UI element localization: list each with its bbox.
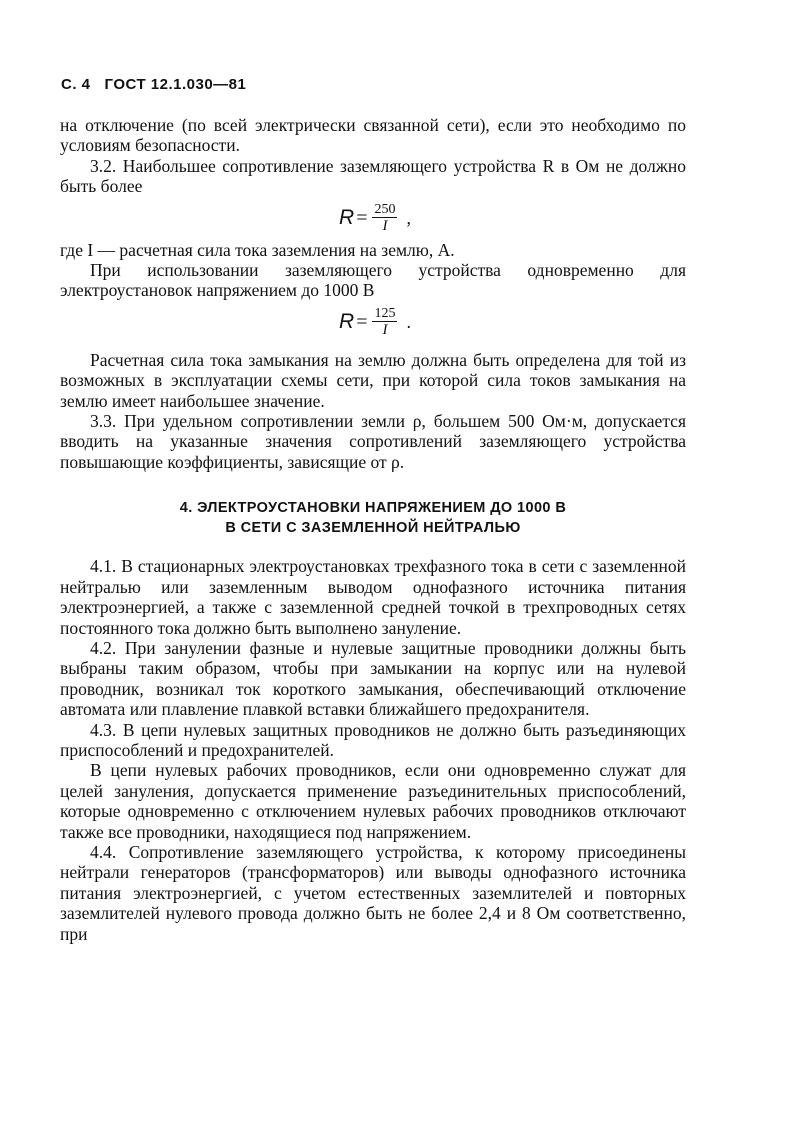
formula-r-125 bbox=[60, 301, 686, 344]
formula-r-250 bbox=[60, 197, 686, 240]
standard-designation: ГОСТ 12.1.030—81 bbox=[104, 76, 247, 93]
formula-equals: = bbox=[356, 206, 368, 229]
formula-numerator: 250 bbox=[374, 202, 396, 218]
section-title-line: В СЕТИ С ЗАЗЕМЛЕННОЙ НЕЙТРАЛЬЮ bbox=[225, 520, 521, 537]
document-body bbox=[60, 115, 686, 944]
paragraph-continuation: на отключение (по всей электрически связанной сети), если это необходимо по условиям безопасности. bbox=[60, 115, 686, 156]
formula-lhs: R bbox=[339, 310, 355, 334]
paragraph-combined-use: При использовании заземляющего устройства одновременно для электроустановок напряжением до 1000 В bbox=[60, 260, 686, 301]
formula-punctuation: . bbox=[406, 312, 411, 333]
formula-numerator: 125 bbox=[374, 306, 396, 322]
paragraph-3-3: 3.3. При удельном сопротивлении земли ρ, большем 500 Ом·м, допускается вводить на указанные значения сопротивлений заземляющего устройства повышающие коэффициенты, зависящие от ρ. bbox=[60, 411, 686, 472]
formula-equals: = bbox=[356, 311, 368, 334]
formula-fraction bbox=[372, 202, 397, 234]
paragraph-4-4: 4.4. Сопротивление заземляющего устройства, к которому присоединены нейтрали генераторов (трансформаторов) или выводы однофазного источника питания электроэнергией, с учетом естественных заземлителей и повторных заземлителей нулевого провода должно быть не более 2,4 и 8 Ом соответственно, при bbox=[60, 841, 686, 944]
formula-lhs: R bbox=[339, 205, 355, 229]
formula-denominator: I bbox=[382, 322, 388, 339]
paragraph-fault-current: Расчетная сила тока замыкания на землю должна быть определена для той из возможных в эксплуатации схемы сети, при которой сила токов замыкания на землю имеет наибольшее значение. bbox=[60, 349, 686, 411]
formula-denominator: I bbox=[382, 218, 388, 235]
paragraph-where: где I — расчетная сила тока заземления на землю, А. bbox=[60, 239, 455, 260]
page-header bbox=[61, 76, 246, 93]
paragraph-4-3-b: В цепи нулевых рабочих проводников, если они одновременно служат для целей зануления, допускается применение разъединительных приспособлений, которые одновременно с отключением нулевых рабочих проводников отключают также все проводники, находящиеся под напряжением. bbox=[60, 760, 686, 842]
paragraph-3-2: 3.2. Наибольшее сопротивление заземляющего устройства R в Ом не должно быть более bbox=[60, 155, 686, 197]
paragraph-4-1: 4.1. В стационарных электроустановках трехфазного тока в сети с заземленной нейтралью или заземленным выводом однофазного источника питания электроэнергией, а также с заземленной средней точкой в трехпроводных сетях постоянного тока должно быть выполнено зануление. bbox=[60, 556, 686, 638]
page-number: С. 4 bbox=[61, 76, 91, 93]
formula-fraction bbox=[372, 306, 397, 338]
formula-punctuation: , bbox=[406, 207, 411, 228]
section-title-line: 4. ЭЛЕКТРОУСТАНОВКИ НАПРЯЖЕНИЕМ ДО 1000 В bbox=[179, 500, 567, 517]
section-4-title bbox=[60, 498, 686, 538]
paragraph-4-2: 4.2. При занулении фазные и нулевые защитные проводники должны быть выбраны таким образом, чтобы при замыкании на корпус или на нулевой проводник, возникал ток короткого замыкания, обеспечивающий отключение автомата или плавление плавкой вставки ближайшего предохранителя. bbox=[60, 637, 686, 720]
paragraph-4-3: 4.3. В цепи нулевых защитных проводников не должно быть разъединяющих приспособлений и предохранителей. bbox=[60, 719, 686, 760]
